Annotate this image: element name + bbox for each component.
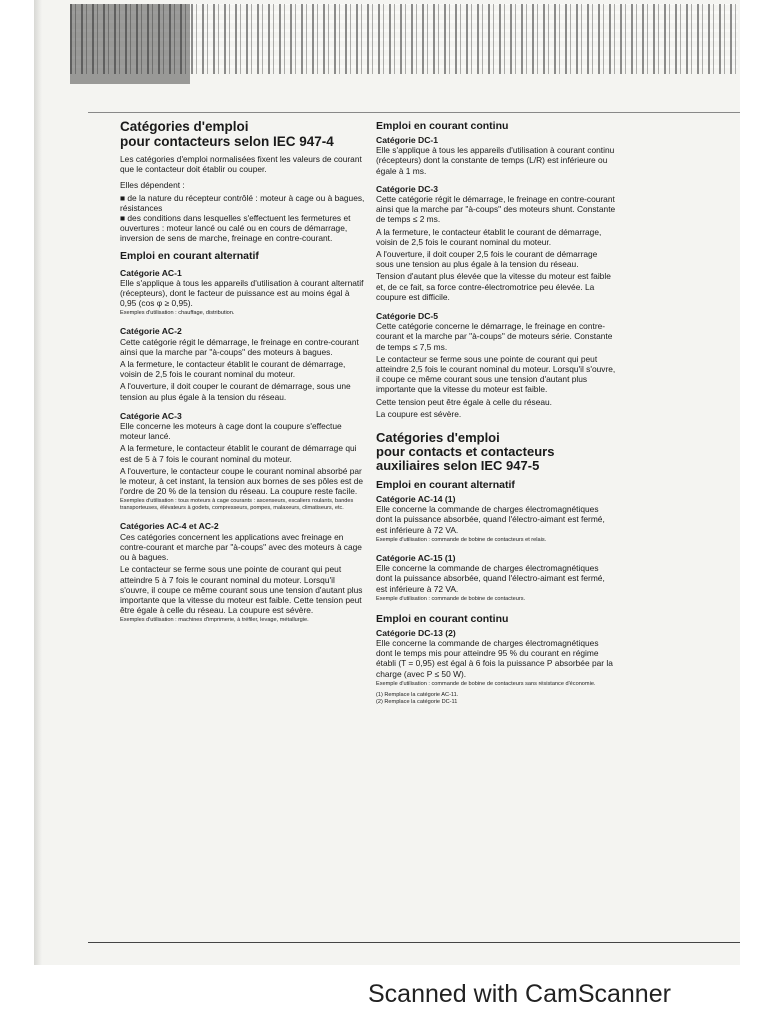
left-column	[120, 119, 365, 627]
ac4-title: Catégories AC-4 et AC-2	[120, 521, 219, 532]
bullet-item-1: ■ de la nature du récepteur contrôlé : moteur à cage ou à bagues, résistances	[120, 192, 365, 213]
dc3-paragraph-1: Cette catégorie régit le démarrage, le freinage en contre-courant ainsi que la marche par "à-coups" des moteurs shunt. Constante de temps ≤ 2 ms.	[376, 194, 616, 225]
dc5-paragraph-3: Cette tension peut être égale à celle du réseau.	[376, 396, 552, 407]
dc-heading-2: Emploi en courant continu	[376, 612, 509, 625]
ac14-examples: Exemple d'utilisation : commande de bobine de contacteurs et relais.	[376, 536, 547, 543]
scanner-watermark: Scanned with CamScanner	[368, 980, 671, 1008]
ac1-text: Elle s'applique à tous les appareils d'utilisation à courant alternatif (récepteurs), dont le facteur de puissance est au moins égal à 0,95 (cos φ ≥ 0,95).	[120, 277, 364, 309]
top-rule	[88, 112, 740, 113]
dc5-paragraph-1: Cette catégorie concerne le démarrage, le freinage en contre-courant et la marche par "à-coups" de moteurs série. Constante de temps ≤ 7,5 ms.	[376, 321, 613, 352]
footnote-1: (1) Remplace la catégorie AC-11.	[376, 691, 459, 698]
ac14-title: Catégorie AC-14 (1)	[376, 494, 456, 505]
dc3-paragraph-3: A l'ouverture, il doit couper 2,5 fois le courant de démarrage sous une tension au plus égale à la tension du réseau.	[376, 249, 598, 270]
dc-heading: Emploi en courant continu	[376, 120, 509, 132]
ac1-title: Catégorie AC-1	[120, 267, 182, 278]
depend-text: Elles dépendent :	[120, 180, 185, 191]
dc13-title: Catégorie DC-13 (2)	[376, 627, 456, 638]
title-line-2: pour contacteurs selon IEC 947-4	[120, 134, 334, 149]
ac4-paragraph-1: Ces catégories concernent les applications avec freinage en contre-courant et marche par "à-coups" avec des moteurs à cage ou à bagues.	[120, 531, 362, 563]
dc3-title: Catégorie DC-3	[376, 183, 439, 194]
ac15-examples: Exemple d'utilisation : commande de bobine de contacteurs.	[376, 595, 526, 602]
ac15-title: Catégorie AC-15 (1)	[376, 552, 456, 563]
ac2-title: Catégorie AC-2	[120, 326, 182, 337]
bottom-rule	[88, 942, 740, 943]
scan-noise-corner	[70, 4, 190, 84]
ac3-paragraph-2: A la fermeture, le contacteur établit le courant de démarrage qui est de 5 à 7 fois le courant nominal du moteur.	[120, 443, 357, 464]
dc3-paragraph-4: Tension d'autant plus élevée que la vitesse du moteur est faible et, de ce fait, sa force contre-électromotrice peu élevée. La coupure est difficile.	[376, 271, 611, 302]
dc13-examples: Exemple d'utilisation : commande de bobine de contacteurs sans résistance d'économie.	[376, 680, 596, 687]
intro-text: Les catégories d'emploi normalisées fixent les valeurs de courant que le contacteur doit établir ou couper.	[120, 154, 362, 175]
ac15-text: Elle concerne la commande de charges électromagnétiques dont la puissance absorbée, quand l'électro-aimant est fermé, est inférieure à 72 VA.	[376, 563, 605, 594]
ac2-paragraph-1: Cette catégorie régit le démarrage, le freinage en contre-courant ainsi que la marche par "à-coups" des moteurs à bagues.	[120, 336, 359, 357]
ac3-title: Catégorie AC-3	[120, 410, 182, 421]
title-line-1: Catégories d'emploi	[120, 119, 249, 134]
footnote-2: (2) Remplace la catégorie DC-11	[376, 698, 458, 705]
right-column	[376, 120, 616, 706]
ac3-paragraph-3: A l'ouverture, le contacteur coupe le courant nominal absorbé par le moteur, à cet instant, la tension aux bornes de ses pôles est de l'ordre de 20 % de la tension du réseau. La coupure reste facile.	[120, 465, 364, 497]
dc1-text: Elle s'applique à tous les appareils d'utilisation à courant continu (récepteurs) dont la constante de temps (L/R) est inférieure ou égale à 1 ms.	[376, 145, 615, 176]
page-edge-shadow	[34, 0, 42, 965]
ac3-examples: Exemples d'utilisation : tous moteurs à cage courants : ascenseurs, escaliers roulants, bandes transporteuses, élévateurs à godets, compresseurs, pompes, malaxeurs, climatiseurs, etc.	[120, 498, 354, 512]
ac2-paragraph-2: A la fermeture, le contacteur établit le courant de démarrage, voisin de 2,5 fois le courant nominal du moteur.	[120, 359, 346, 380]
dc5-title: Catégorie DC-5	[376, 311, 439, 322]
ac2-paragraph-3: A l'ouverture, il doit couper le courant de démarrage, sous une tension au plus égale à la tension du réseau.	[120, 381, 351, 402]
dc1-title: Catégorie DC-1	[376, 135, 439, 145]
second-title-line-3: auxiliaires selon IEC 947-5	[376, 458, 540, 474]
ac-heading-2: Emploi en courant alternatif	[376, 479, 515, 492]
ac-heading: Emploi en courant alternatif	[120, 249, 259, 262]
dc5-paragraph-2: Le contacteur se ferme sous une pointe de courant qui peut atteindre 2,5 fois le courant nominal du moteur. Lorsqu'il s'ouvre, il coupe ce même courant sous une tension d'autant plus importante que la vitesse du moteur est faible.	[376, 353, 616, 395]
ac3-paragraph-1: Elle concerne les moteurs à cage dont la coupure s'effectue moteur lancé.	[120, 421, 342, 442]
ac14-text: Elle concerne la commande de charges électromagnétiques dont la puissance absorbée, quand l'électro-aimant est fermé, est inférieure à 72 VA.	[376, 504, 605, 535]
ac4-paragraph-2: Le contacteur se ferme sous une pointe de courant qui peut atteindre 5 à 7 fois le courant nominal du moteur. Lorsqu'il s'ouvre, il coupe ce même courant sous une tension d'autant plus importante que la vitesse du moteur est faible. Cette tension peut être égale à celle du réseau. La coupure est sévère.	[120, 564, 363, 616]
second-title-line-1: Catégories d'emploi	[376, 430, 500, 446]
dc3-paragraph-2: A la fermeture, le contacteur établit le courant de démarrage, voisin de 2,5 fois le courant nominal du moteur.	[376, 226, 602, 247]
second-title-line-2: pour contacts et contacteurs	[376, 444, 555, 460]
dc5-paragraph-4: La coupure est sévère.	[376, 408, 462, 419]
dc13-text: Elle concerne la commande de charges électromagnétiques dont le temps mis pour atteindre 95 % du courant en régime établi (T = 0,95) est égal à 6 fois la puissance P absorbée par la charge (avec P ≤ 50 W).	[376, 637, 613, 679]
ac4-examples: Exemples d'utilisation : machines d'imprimerie, à tréfiler, levage, métallurgie.	[120, 617, 309, 624]
second-title	[376, 431, 616, 473]
bullet-item-2: ■ des conditions dans lesquelles s'effectuent les fermetures et ouvertures : moteur lancé ou calé ou en cours de démarrage, inversion de sens de marche, freinage en contre-courant.	[120, 213, 351, 244]
main-title	[120, 119, 365, 149]
ac1-examples: Exemples d'utilisation : chauffage, distribution.	[120, 310, 235, 317]
